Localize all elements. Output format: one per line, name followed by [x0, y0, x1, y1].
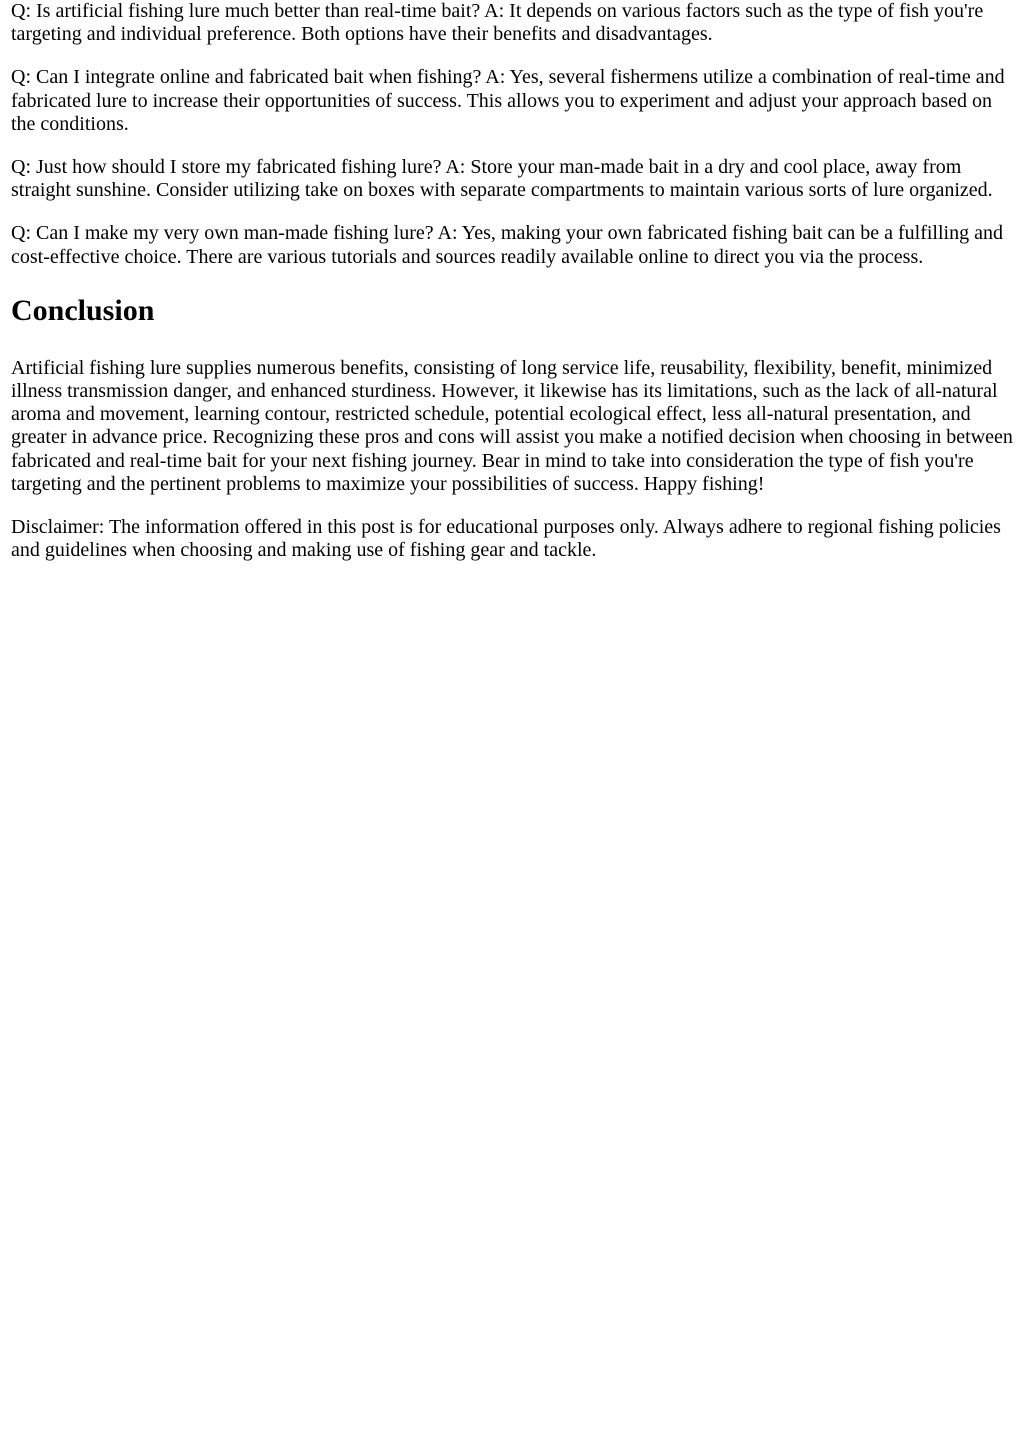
disclaimer-paragraph: Disclaimer: The information offered in this post is for educational purposes only. Always adhere to regional fishing policies and guidelines when choosing and making use of fishing gear and tackle.	[11, 516, 1001, 562]
faq-paragraph-3: Q: Just how should I store my fabricated fishing lure? A: Store your man-made bait in a dry and cool place, away from straight sunshine. Consider utilizing take on boxes with separate compartments to maintain various sorts of lure organized.	[11, 156, 993, 202]
article-body	[0, 0, 1024, 562]
faq-paragraph-4: Q: Can I make my very own man-made fishing lure? A: Yes, making your own fabricated fishing bait can be a fulfilling and cost-effective choice. There are various tutorials and sources readily available online to direct you via the process.	[11, 222, 1003, 268]
faq-paragraph-1: Q: Is artificial fishing lure much better than real-time bait? A: It depends on various factors such as the type of fish you're targeting and individual preference. Both options have their benefits and disadvantages.	[11, 0, 984, 46]
faq-paragraph-2: Q: Can I integrate online and fabricated bait when fishing? A: Yes, several fishermens utilize a combination of real-time and fabricated lure to increase their opportunities of success. This allows you to experiment and adjust your approach based on the conditions.	[11, 66, 1005, 135]
conclusion-heading: Conclusion	[11, 293, 155, 327]
conclusion-paragraph: Artificial fishing lure supplies numerous benefits, consisting of long service life, reusability, flexibility, benefit, minimized illness transmission danger, and enhanced sturdiness. However, it likewise has its limitations, such as the lack of all-natural aroma and movement, learning contour, restricted schedule, potential ecological effect, less all-natural presentation, and greater in advance price. Recognizing these pros and cons will assist you make a notified decision when choosing in between fabricated and real-time bait for your next fishing journey. Bear in mind to take into consideration the type of fish you're targeting and the pertinent problems to maximize your possibilities of success. Happy fishing!	[11, 356, 1013, 495]
